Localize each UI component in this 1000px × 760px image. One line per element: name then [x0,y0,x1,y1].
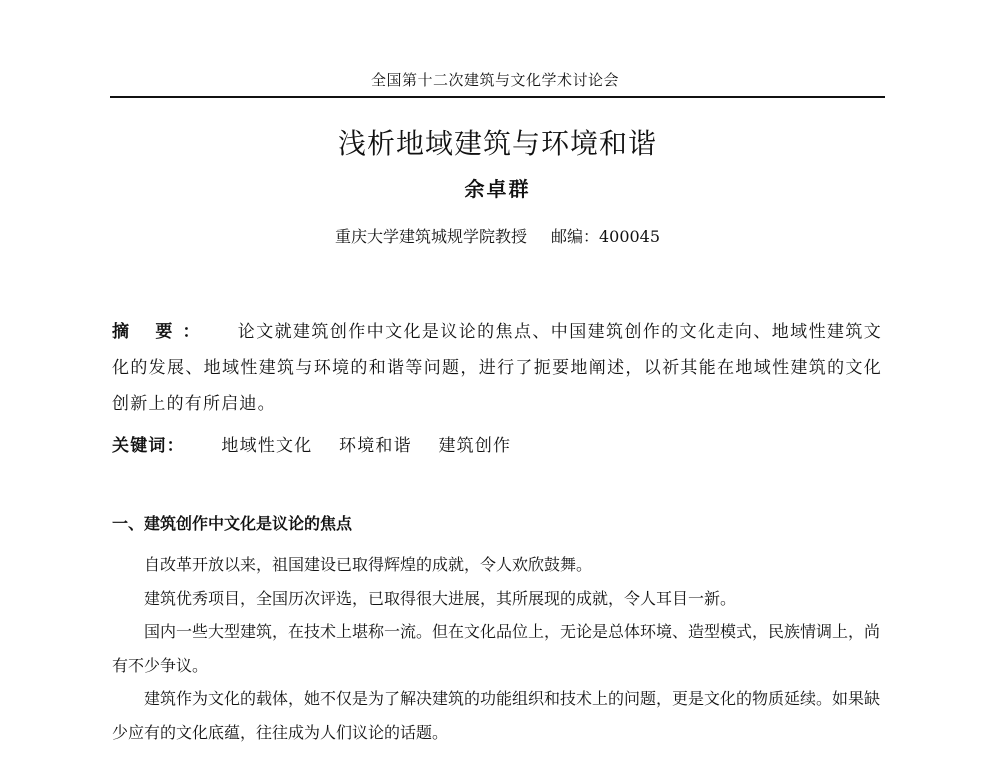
keywords [112,432,882,460]
section-body [112,548,880,749]
section-heading: 一、建筑创作中文化是议论的焦点 [112,514,353,533]
paragraph: 建筑作为文化的载体，她不仅是为了解决建筑的功能组织和技术上的问题，更是文化的物质延续。如果缺少应有的文化底蕴，往往成为人们议论的话题。 [112,689,881,742]
abstract [112,314,882,422]
paper-title: 浅析地域建筑与环境和谐 [337,127,657,160]
keyword: 建筑创作 [438,436,512,456]
paragraph: 建筑优秀项目，全国历次评选，已取得很大进展，其所展现的成就，令人耳目一新。 [144,588,737,608]
postcode: 邮编：400045 [550,227,661,246]
running-header: 全国第十二次建筑与文化学术讨论会 [370,71,619,89]
author-name: 余卓群 [464,177,531,201]
keyword: 环境和谐 [339,436,412,456]
abstract-text: 论文就建筑创作中文化是议论的焦点、中国建筑创作的文化走向、地域性建筑文化的发展、地域性建筑与环境的和谐等问题，进行了扼要地阐述，以祈其能在地域性建筑的文化创新上的有所启迪。 [112,322,883,414]
abstract-label: 摘 要： [112,322,210,342]
affiliation-line [110,225,885,249]
header-rule [110,96,885,98]
keywords-label: 关键词： [112,436,185,456]
paragraph: 国内一些大型建筑，在技术上堪称一流。但在文化品位上，无论是总体环境、造型模式，民族情调上，尚有不少争议。 [112,622,881,675]
paragraph: 自改革开放以来，祖国建设已取得辉煌的成就，令人欢欣鼓舞。 [144,555,593,574]
affiliation: 重庆大学建筑城规学院教授 [334,227,527,246]
keyword: 地域性文化 [221,436,313,456]
